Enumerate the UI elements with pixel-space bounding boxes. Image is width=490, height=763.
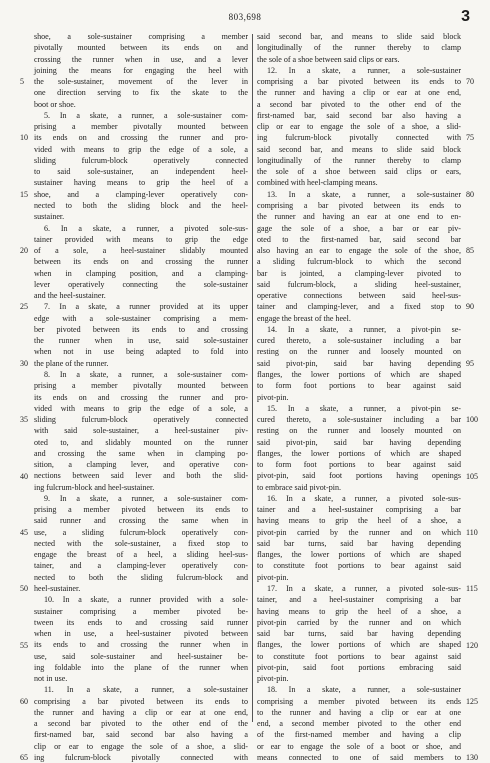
text-line: sustainer having means to grip the heel of a [34,178,248,188]
text-line: tween its ends to and crossing said runner [34,617,248,627]
text-line: to said sole-sustainer, an independent heel- [34,167,248,177]
text-line: the runner and having a clip or ear at one end, [34,707,248,717]
text-line: 6. In a skate, a runner, a pivoted sole-sus- [44,223,248,233]
text-line: tainer provided with means to grip the edge [34,234,248,244]
text-line: a second bar pivoted to the other end of the [34,719,248,729]
text-line: of a sole, a heel-sustainer slidably mounted [34,246,248,256]
text-line: tainer, and a clamping-lever operatively con- [34,561,248,571]
text-line: shoe, and a clamping-lever operatively con- [34,189,248,199]
text-line: pivotally mounted between its ends on and [34,43,248,53]
column-divider [252,34,253,722]
text-line: oted to the first-named bar, said second bar [257,234,461,244]
text-line: when in clamping position, and a clamping- [34,268,248,278]
text-line: pivot-pin, said foot portions having openings [257,471,461,481]
text-line: comprising a bar pivoted between its ends to [257,200,461,210]
text-line: use, a sliding fulcrum-block operatively con- [34,527,248,537]
text-line: said fulcrum-block, a sliding heel-sustainer, [257,279,461,289]
text-line: said second bar, and means to slide said block [257,144,461,154]
text-line: tainer, and a heel-sustainer comprising a bar [257,595,461,605]
text-line: comprising a member pivoted between its ends [257,696,461,706]
text-line: to constitute foot portions to bear against said [257,651,461,661]
text-line: clip or ear to engage the sole of a shoe, a slid- [257,122,461,132]
text-line: prising a member pivotally mounted between [34,381,248,391]
text-line: or ear to engage the sole of a boot or shoe, and [257,741,461,751]
line-number: 30 [20,358,28,368]
text-line: the sole-sustainer, movement of the lever in [34,77,248,87]
right-text-column [257,31,461,763]
text-line: its ends on and crossing the runner and pro- [34,133,248,143]
text-line: means connected to one of said members to [257,753,461,762]
line-number: 25 [20,302,28,312]
text-line: said pivot-pin, said bar having depending [257,437,461,447]
line-number: 115 [466,584,478,594]
text-line: when in use, a heel-sustainer pivoted between [34,629,248,639]
line-number: 105 [466,471,478,481]
text-line: 13. In a skate, a runner, a sole-sustainer [267,189,461,199]
text-line: pivot-pin carried by the runner and on which [257,617,461,627]
left-text-column [34,31,248,763]
line-number: 90 [466,302,474,312]
text-line: pivot-pin, said foot portions embracing said [257,662,461,672]
text-line: said bar turns, said bar having depending [257,538,461,548]
text-line: edge with a sole-sustainer comprising a mem- [34,313,248,323]
text-line: sliding fulcrum-block operatively connected [34,415,248,425]
line-number: 110 [466,527,478,537]
line-number: 65 [20,753,28,763]
text-line: nections between said lever and both the slid- [34,471,248,481]
text-line: heel-sustainer. [34,584,81,594]
text-line: to form foot portions to bear against said [257,460,461,470]
text-line: flanges, the lower portions of which are shaped [257,448,461,458]
text-line: vided with means to grip the edge of a sole, a [34,403,248,413]
text-line: 10. In a skate, a runner provided with a sole- [44,595,248,605]
text-line: said bar turns, said bar having depending [257,629,461,639]
text-line: the sole of a shoe between said clips or ears. [257,54,400,64]
line-number: 60 [20,696,28,706]
text-line: nected with the sole-sustainer, a fixed stop to [34,538,248,548]
text-line: first-named bar, said second bar also having a [34,730,248,740]
text-line: to constitute foot portions to bear against said [257,561,461,571]
text-line: first-named bar, said second bar also having a [257,110,461,120]
text-line: cured thereto, a sole-sustainer including a bar [257,415,461,425]
text-line: joining the means for engaging the heel with [34,65,248,75]
line-number: 5 [20,77,24,87]
text-line: cured thereto, a sole-sustainer including a bar [257,336,461,346]
text-line: to form foot portions to bear against said [257,381,461,391]
text-line: a second bar pivoted to the other end of the [257,99,461,109]
line-number: 120 [466,640,478,650]
text-line: boot or shoe. [34,99,76,109]
text-line: pivot-pin carried by the runner and on which [257,527,461,537]
text-line: pivot-pin. [257,572,289,582]
text-line: 7. In a skate, a runner provided at its upper [44,302,248,312]
line-number: 125 [466,696,478,706]
text-line: flanges, the lower portions of which are shaped [257,640,461,650]
text-line: tainer and clamping-lever, and a fixed stop to [257,302,461,312]
text-line: pivot-pin. [257,392,289,402]
text-line: also having an ear to engage the sole of the shoe, [257,246,461,256]
text-line: longitudinally of the runner thereby to clamp [257,43,461,53]
text-line: ing fulcrum-block pivotally connected with [257,133,461,143]
text-line: 17. In a skate, a runner, a pivoted sole-sus- [267,584,461,594]
text-line: and the heel-sustainer. [34,291,106,301]
line-number: 10 [20,133,28,143]
text-line: the plane of the runner. [34,358,109,368]
text-line: engage the breast of the heel. [257,313,351,323]
text-line: ing fulcrum-block pivotally connected with [34,753,248,762]
text-line: 11. In a skate, a runner, a sole-sustainer [44,685,248,695]
text-line: sustainer comprising a member pivoted be- [34,606,248,616]
text-line: crossing the runner when in use, and a lever [34,54,248,64]
text-line: end, a second member pivoted to the other end [257,719,461,729]
text-line: 15. In a skate, a runner, a pivot-pin se- [267,403,461,413]
text-line: pivot-pin. [257,674,289,684]
text-line: said pivot-pin, said bar having depending [257,358,461,368]
text-line: the sole of a shoe between said clips or ears, [257,167,461,177]
text-line: operative connections between said heel-sus- [257,291,461,301]
text-line: sustainer. [34,212,65,222]
text-line: 12. In a skate, a runner, a sole-sustainer [267,65,461,75]
text-line: said runner and crossing the same when in [34,516,248,526]
text-line: flanges, the lower portions of which are shaped [257,550,461,560]
text-line: prising a member pivotally mounted between [34,122,248,132]
text-line: gage the sole of a shoe, a bar or ear piv- [257,223,461,233]
text-line: ing foldable into the plane of the runner when [34,662,248,672]
text-line: the runner and having a clip or ear at one end, [257,88,461,98]
text-line: lever operatively connecting the sole-sustainer [34,279,248,289]
line-number: 20 [20,246,28,256]
line-number: 85 [466,246,474,256]
text-line: use, said sole-sustainer and heel-sustainer be- [34,651,248,661]
line-number: 40 [20,471,28,481]
text-line: sliding fulcrum-block operatively connected [34,155,248,165]
text-line: one direction serving to fix the skate to the [34,88,248,98]
text-line: flanges, the lower portions of which are shaped [257,369,461,379]
text-line: to the runner and having a clip or ear at one [257,707,461,717]
text-line: vided with means to grip the edge of a sole, a [34,144,248,154]
text-line: and crossing the same when in clamping po- [34,448,248,458]
page-header [0,8,490,28]
line-number: 15 [20,189,28,199]
text-line: nected to both the sliding block and the heel- [34,200,248,210]
text-line: prising a member pivoted between its ends to [34,505,248,515]
line-number: 35 [20,415,28,425]
text-line: shoe, a sole-sustainer comprising a member [34,32,248,41]
text-line: 16. In a skate, a runner, a pivoted sole-sus- [267,493,461,503]
line-number: 95 [466,358,474,368]
text-line: sition, a clamping lever, and operative con- [34,460,248,470]
text-line: 9. In a skate, a runner, a sole-sustainer com- [44,493,248,503]
line-number: 130 [466,753,478,763]
text-line: when not in use being adapted to fold into [34,347,248,357]
text-line: its ends on and crossing the runner and pro- [34,392,248,402]
text-line: not in use. [34,674,68,684]
text-line: the runner and having an ear at one end to en- [257,212,461,222]
text-line: the runner when in use, said sole-sustainer [34,336,248,346]
text-line: ber pivoted between its ends to and crossing [34,324,248,334]
text-line: comprising a bar pivoted between its ends to [34,696,248,706]
text-line: between its ends on and crossing the runner [34,257,248,267]
text-line: nected to both the sliding fulcrum-block and [34,572,248,582]
text-line: comprising a bar pivoted between its ends to [257,77,461,87]
line-number: 70 [466,77,474,87]
text-line: 5. In a skate, a runner, a sole-sustainer com- [44,110,248,120]
text-line: clip or ear to engage the sole of a shoe, a slid- [34,741,248,751]
text-line: 14. In a skate, a runner, a pivot-pin se- [267,324,461,334]
text-line: having means to grip the heel of a shoe, a [257,516,461,526]
text-line: combined with heel-clamping means. [257,178,378,188]
text-line: engage the breast of a heel, a sliding heel-sus- [34,550,248,560]
line-number: 75 [466,133,474,143]
text-line: resting on the runner and loosely mounted on [257,347,461,357]
text-line: bar is jointed, a clamping-lever pivoted to [257,268,461,278]
line-number: 50 [20,584,28,594]
text-line: of the first-named member and having a clip [257,730,461,740]
text-line: with said sole-sustainer, a heel-sustainer piv- [34,426,248,436]
text-line: a sliding fulcrum-block to which the second [257,257,461,267]
line-number: 55 [20,640,28,650]
text-line: having means to grip the heel of a shoe, a [257,606,461,616]
line-number: 100 [466,415,478,425]
text-line: longitudinally of the runner thereby to clamp [257,155,461,165]
line-number: 80 [466,189,474,199]
text-line: resting on the runner and loosely mounted on [257,426,461,436]
line-number: 45 [20,527,28,537]
patent-number: 803,698 [228,12,262,22]
page-number: 3 [461,8,470,25]
text-line: tainer and a heel-sustainer comprising a bar [257,505,461,515]
text-line: 18. In a skate, a runner, a sole-sustainer [267,685,461,695]
text-line: to embrace said pivot-pin. [257,482,342,492]
text-line: its ends to and crossing the runner when in [34,640,248,650]
text-line: 8. In a skate, a runner, a sole-sustainer com- [44,369,248,379]
text-line: ing fulcrum-block and heel-sustainer. [34,482,155,492]
text-line: oted to, and slidably mounted on the runner [34,437,248,447]
text-line: said second bar, and means to slide said block [257,32,461,41]
